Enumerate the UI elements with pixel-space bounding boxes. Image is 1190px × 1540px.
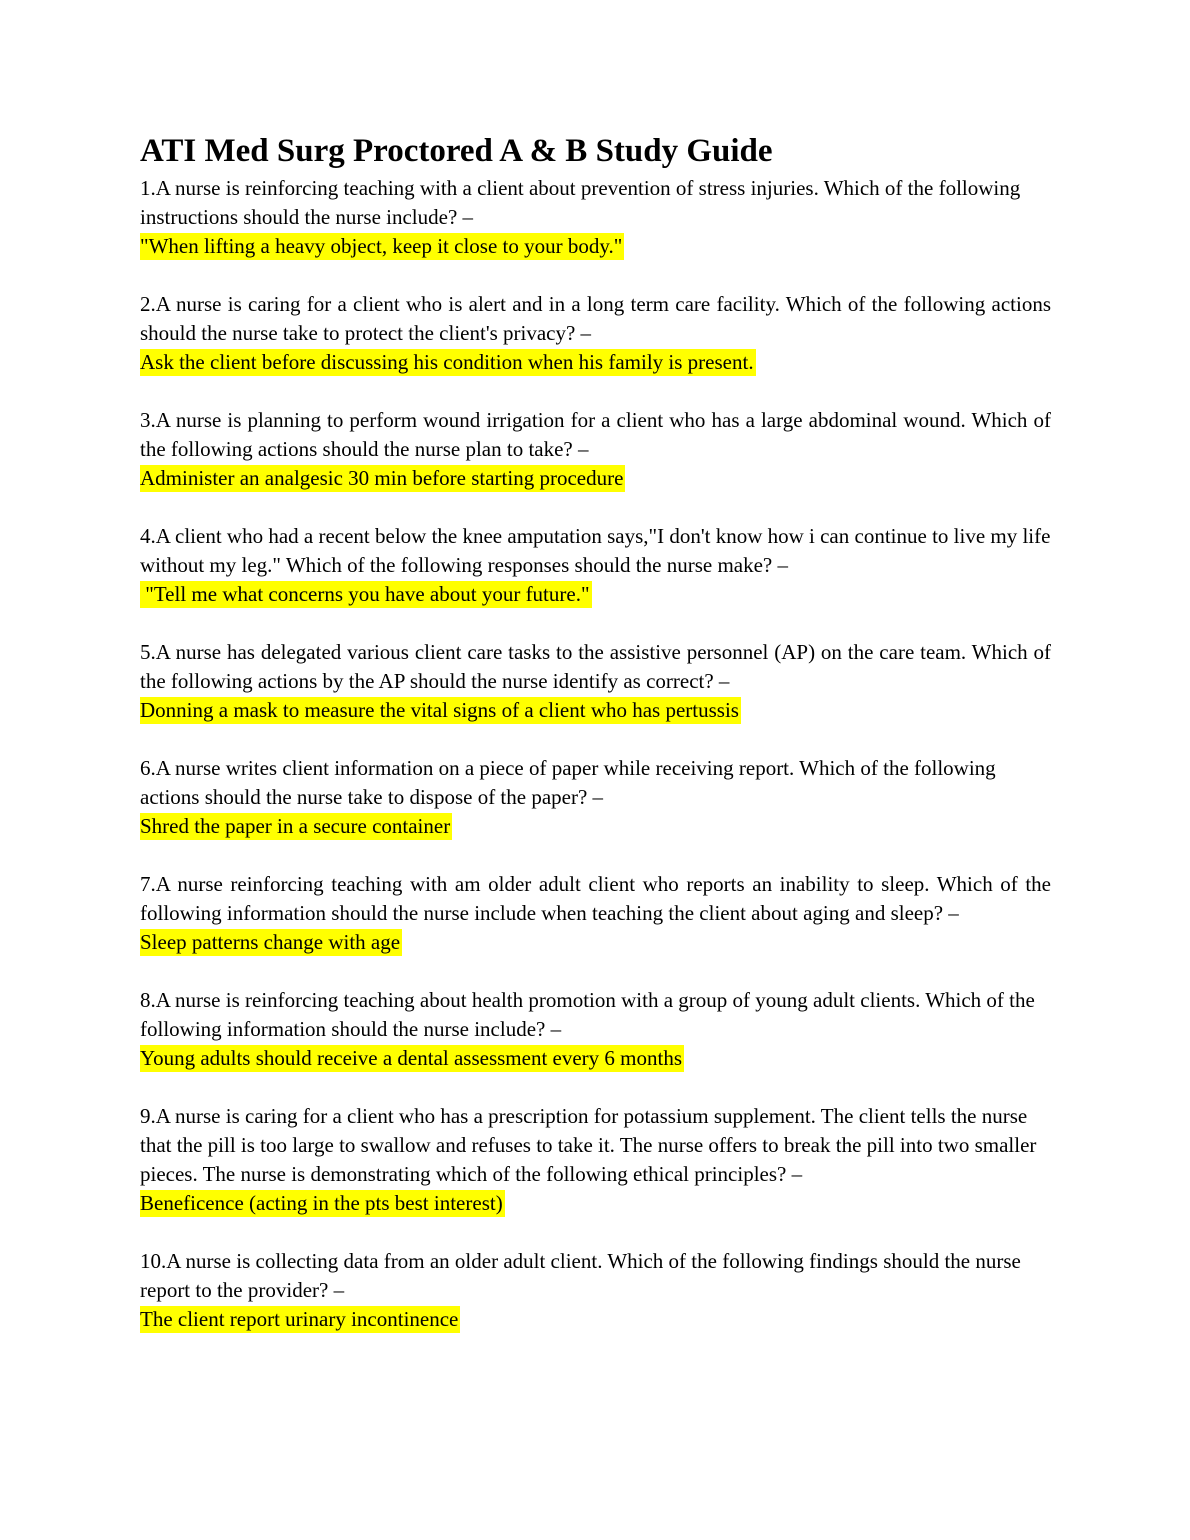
answer-highlight: Ask the client before discussing his condition when his family is present. <box>140 350 754 374</box>
question-text: 2.A nurse is caring for a client who is alert and in a long term care facility. Which of the following actions should the nurse take to protect the client's privacy? – <box>140 292 1051 345</box>
question-text: 1.A nurse is reinforcing teaching with a client about prevention of stress injuries. Which of the following instructions should the nurse include? – <box>140 176 1021 229</box>
title-wrap <box>140 128 1051 174</box>
answer-line <box>140 1305 1051 1334</box>
answer-line <box>140 232 1051 261</box>
answer-line <box>140 696 1051 725</box>
answer-highlight: Young adults should receive a dental assessment every 6 months <box>140 1046 683 1070</box>
question-block <box>140 406 1051 493</box>
question-block <box>140 174 1051 261</box>
question-text: 4.A client who had a recent below the knee amputation says,"I don't know how i can continue to live my life without my leg." Which of the following responses should the nurse make? – <box>140 524 1051 577</box>
question-text: 10.A nurse is collecting data from an older adult client. Which of the following findings should the nurse report to the provider? – <box>140 1249 1021 1302</box>
question-block <box>140 638 1051 725</box>
answer-line <box>140 928 1051 957</box>
answer-line <box>140 464 1051 493</box>
answer-highlight: Donning a mask to measure the vital signs of a client who has pertussis <box>140 698 739 722</box>
answer-highlight: "When lifting a heavy object, keep it close to your body." <box>140 234 623 258</box>
question-block <box>140 986 1051 1073</box>
answer-line <box>140 1044 1051 1073</box>
answer-highlight: Beneficence (acting in the pts best interest) <box>140 1191 503 1215</box>
question-block <box>140 1102 1051 1218</box>
answer-line <box>140 1189 1051 1218</box>
question-text: 9.A nurse is caring for a client who has a prescription for potassium supplement. The client tells the nurse that the pill is too large to swallow and refuses to take it. The nurse offers to break the pill into two smaller pieces. The nurse is demonstrating which of the following ethical principles? – <box>140 1104 1037 1186</box>
questions-container <box>140 174 1051 1334</box>
answer-highlight: Administer an analgesic 30 min before starting procedure <box>140 466 624 490</box>
page-title: ATI Med Surg Proctored A & B Study Guide <box>140 133 773 169</box>
answer-line <box>140 580 1051 609</box>
question-text: 8.A nurse is reinforcing teaching about health promotion with a group of young adult clients. Which of the following information should the nurse include? – <box>140 988 1035 1041</box>
question-block <box>140 870 1051 957</box>
question-text: 3.A nurse is planning to perform wound irrigation for a client who has a large abdominal wound. Which of the following actions should the nurse plan to take? – <box>140 408 1051 461</box>
question-block <box>140 522 1051 609</box>
question-text: 6.A nurse writes client information on a piece of paper while receiving report. Which of the following actions should the nurse take to dispose of the paper? – <box>140 756 996 809</box>
question-text: 7.A nurse reinforcing teaching with am older adult client who reports an inability to sleep. Which of the following information should the nurse include when teaching the client about aging and sleep? – <box>140 872 1051 925</box>
question-block <box>140 1247 1051 1334</box>
answer-highlight: The client report urinary incontinence <box>140 1307 459 1331</box>
question-block <box>140 754 1051 841</box>
answer-line <box>140 812 1051 841</box>
answer-line <box>140 348 1051 377</box>
answer-highlight: Sleep patterns change with age <box>140 930 401 954</box>
question-text: 5.A nurse has delegated various client care tasks to the assistive personnel (AP) on the care team. Which of the following actions by the AP should the nurse identify as correct? – <box>140 640 1051 693</box>
answer-highlight: Shred the paper in a secure container <box>140 814 451 838</box>
answer-highlight: "Tell me what concerns you have about your future." <box>140 582 590 606</box>
question-block <box>140 290 1051 377</box>
